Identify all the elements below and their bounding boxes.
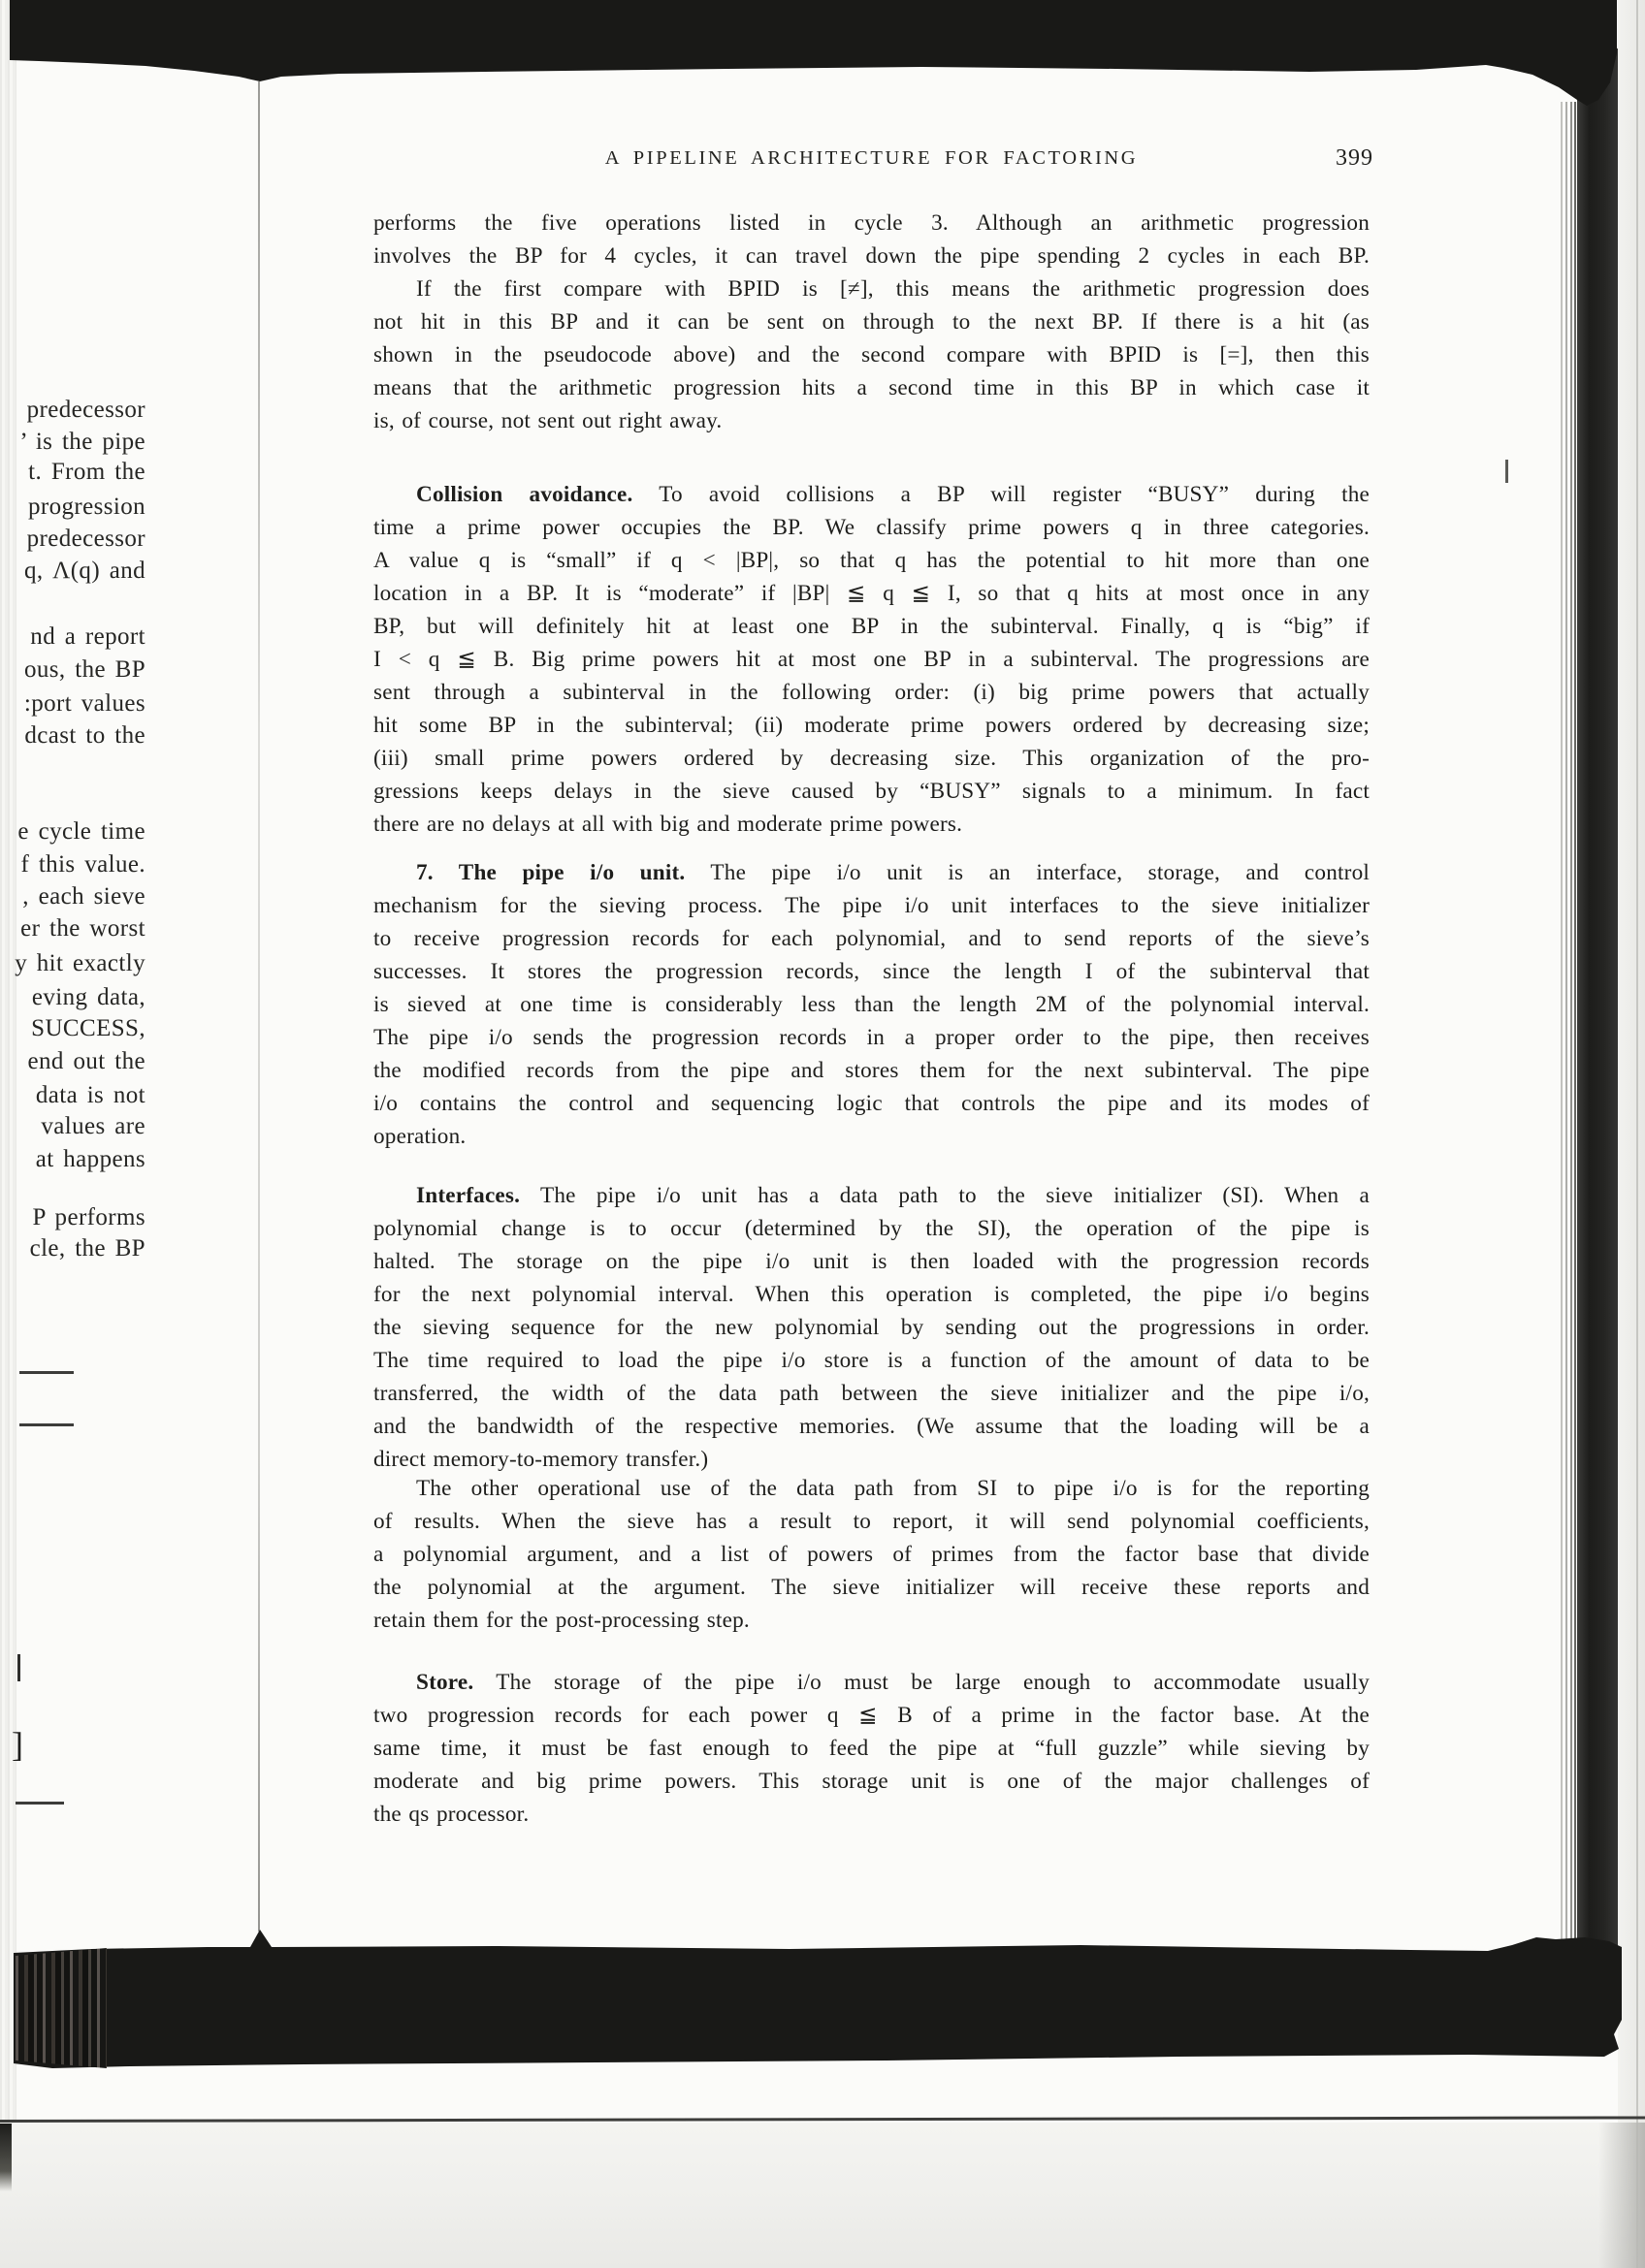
text-line: direct memory-to-memory transfer.)	[373, 1447, 709, 1472]
text-line: location in a BP. It is “moderate” if |BP| ≦ q ≦ I, so that q hits at most once in any	[373, 581, 1370, 606]
text-line: hit some BP in the subinterval; (ii) moderate prime powers ordered by decreasing size;	[373, 713, 1370, 738]
paragraph-continuation	[373, 207, 1370, 272]
text-line: not hit in this BP and it can be sent on through to the next BP. If there is a hit (as	[373, 309, 1370, 335]
text-line: If the first compare with BPID is [≠], this means the arithmetic progression does	[416, 276, 1370, 302]
text-line: for the next polynomial interval. When this operation is completed, the pipe i/o begins	[373, 1282, 1370, 1307]
text-line: and the bandwidth of the respective memories. (We assume that the loading will be a	[373, 1414, 1370, 1439]
margin-fragment: values are	[41, 1113, 145, 1139]
text-line: Collision avoidance. To avoid collisions a BP will register “BUSY” during the	[416, 482, 1370, 507]
text-line: sent through a subinterval in the following order: (i) big prime powers that actually	[373, 680, 1370, 705]
margin-fragment: ous, the BP	[24, 656, 145, 683]
margin-fragment: predecessor	[26, 526, 145, 552]
text-line: The other operational use of the data path from SI to pipe i/o is for the reporting	[416, 1476, 1370, 1501]
text-line: Interfaces. The pipe i/o unit has a data path to the sieve initializer (SI). When a	[416, 1183, 1370, 1208]
text-line: two progression records for each power q ≦ B of a prime in the factor base. At the	[373, 1703, 1370, 1728]
text-line: performs the five operations listed in cycle 3. Although an arithmetic progression	[373, 210, 1370, 236]
scan-right-margin	[1618, 0, 1645, 2268]
margin-fragment: cle, the BP	[29, 1235, 145, 1262]
text-line: same time, it must be fast enough to feed the pipe at “full guzzle” while sieving by	[373, 1736, 1370, 1761]
right-margin-tick-mark	[1505, 460, 1508, 483]
text-line: to receive progression records for each polynomial, and to send reports of the sieve’s	[373, 926, 1370, 951]
margin-dash-mark	[19, 1423, 74, 1426]
text-line: involves the BP for 4 cycles, it can travel down the pipe spending 2 cycles in each BP.	[373, 243, 1370, 269]
margin-fragment: dcast to the	[24, 722, 145, 749]
paragraph-store	[373, 1666, 1370, 1831]
margin-bar-mark	[17, 1654, 20, 1681]
text-line: retain them for the post-processing step.	[373, 1608, 750, 1633]
margin-fragment: e cycle time	[17, 818, 145, 845]
scan-corner-artifact	[0, 2124, 12, 2191]
margin-dash-mark	[16, 1802, 64, 1805]
scan-right-margin-line	[1636, 0, 1638, 2268]
text-line: (iii) small prime powers ordered by decreasing size. This organization of the pro-	[373, 746, 1370, 771]
page-title: A PIPELINE ARCHITECTURE FOR FACTORING	[604, 147, 1139, 169]
text-line: means that the arithmetic progression hits a second time in this BP in which case it	[373, 375, 1370, 400]
text-line: The pipe i/o sends the progression records in a proper order to the pipe, then receives	[373, 1025, 1370, 1050]
page-edge-streak	[1570, 102, 1572, 1949]
paragraph-lead: Interfaces.	[416, 1183, 521, 1208]
margin-fragment: at happens	[35, 1146, 145, 1172]
margin-fragment: P performs	[32, 1204, 145, 1230]
text-line: successes. It stores the progression records, since the length I of the subinterval that	[373, 959, 1370, 984]
page-edge-streak	[1574, 102, 1576, 1949]
page-number: 399	[1336, 145, 1373, 171]
margin-dash-mark	[19, 1371, 74, 1374]
margin-fragment: nd a report	[30, 623, 145, 650]
text-line: there are no delays at all with big and moderate prime powers.	[373, 812, 963, 837]
text-line: BP, but will definitely hit at least one BP in the subinterval. Finally, q is “big” if	[373, 614, 1370, 639]
scanner-background	[0, 2123, 1645, 2268]
paragraph-lead: 7. The pipe i/o unit.	[416, 860, 686, 885]
margin-fragment: , each sieve	[22, 883, 145, 910]
margin-fragment: ’ is the pipe	[19, 429, 145, 455]
margin-fragment: q, Λ(q) and	[23, 558, 145, 584]
facing-page-edge-line	[258, 81, 260, 1932]
margin-fragment: predecessor	[26, 397, 145, 423]
text-line: moderate and big prime powers. This storage unit is one of the major challenges of	[373, 1769, 1370, 1794]
text-line: a polynomial argument, and a list of powers of primes from the factor base that divide	[373, 1542, 1370, 1567]
margin-fragment: :port values	[23, 690, 145, 717]
running-header	[373, 145, 1373, 178]
scanner-platen-line	[0, 2116, 1645, 2122]
margin-fragment: y hit exactly	[15, 950, 145, 976]
paragraph-pipe-io-unit	[373, 856, 1370, 1153]
text-line: i/o contains the control and sequencing logic that controls the pipe and its modes of	[373, 1091, 1370, 1116]
scan-corner-shade	[1598, 2123, 1645, 2268]
margin-fragment: end out the	[27, 1048, 145, 1074]
paragraph-lead: Store.	[416, 1670, 474, 1695]
paragraph-bpid-compare	[373, 272, 1370, 437]
text-line: is, of course, not sent out right away.	[373, 408, 723, 433]
text-line: The time required to load the pipe i/o store is a function of the amount of data to be	[373, 1348, 1370, 1373]
text-line: is sieved at one time is considerably less than the length 2M of the polynomial interval.	[373, 992, 1370, 1017]
paragraph-collision-avoidance	[373, 478, 1370, 841]
text-line: I < q ≦ B. Big prime powers hit at most one BP in a subinterval. The progressions are	[373, 647, 1370, 672]
paragraph-interfaces	[373, 1179, 1370, 1476]
margin-fragment: er the worst	[20, 915, 145, 942]
text-line: A value q is “small” if q < |BP|, so that q has the potential to hit more than one	[373, 548, 1370, 573]
margin-fragment: progression	[27, 494, 145, 520]
margin-fragment: data is not	[35, 1082, 145, 1108]
text-line: mechanism for the sieving process. The pipe i/o unit interfaces to the sieve initializer	[373, 893, 1370, 918]
book-page-edges-texture	[16, 1948, 107, 2068]
text-line: 7. The pipe i/o unit. The pipe i/o unit is an interface, storage, and control	[416, 860, 1370, 885]
page-edge-streak	[1565, 102, 1567, 1949]
text-line: time a prime power occupies the BP. We classify prime powers q in three categories.	[373, 515, 1370, 540]
paragraph-lead: Collision avoidance.	[416, 482, 633, 507]
scan-band-bottom	[14, 1928, 1622, 2071]
book-edge-shadow	[1577, 48, 1618, 1951]
text-line: Store. The storage of the pipe i/o must be large enough to accommodate usually	[416, 1670, 1370, 1695]
margin-fragment: eving data,	[31, 984, 145, 1010]
margin-fragment: f this value.	[20, 851, 145, 878]
margin-bracket-mark: ]	[12, 1725, 23, 1764]
text-line: halted. The storage on the pipe i/o unit is then loaded with the progression records	[373, 1249, 1370, 1274]
text-line: transferred, the width of the data path between the sieve initializer and the pipe i/o,	[373, 1381, 1370, 1406]
text-line: gressions keeps delays in the sieve caused by “BUSY” signals to a minimum. In fact	[373, 779, 1370, 804]
margin-fragment: SUCCESS,	[31, 1015, 145, 1041]
text-line: shown in the pseudocode above) and the second compare with BPID is [=], then this	[373, 342, 1370, 367]
text-line: the modified records from the pipe and stores them for the next subinterval. The pipe	[373, 1058, 1370, 1083]
text-line: the polynomial at the argument. The sieve initializer will receive these reports and	[373, 1575, 1370, 1600]
page-edge-streak	[1561, 102, 1563, 1949]
text-line: polynomial change is to occur (determined by the SI), the operation of the pipe is	[373, 1216, 1370, 1241]
text-line: of results. When the sieve has a result to report, it will send polynomial coefficients,	[373, 1509, 1370, 1534]
text-line: the sieving sequence for the new polynomial by sending out the progressions in order.	[373, 1315, 1370, 1340]
text-line: the qs processor.	[373, 1802, 530, 1827]
text-line: operation.	[373, 1124, 467, 1149]
scan-band-top	[0, 0, 1620, 126]
margin-fragment: t. From the	[28, 459, 145, 485]
paragraph-reporting	[373, 1472, 1370, 1637]
